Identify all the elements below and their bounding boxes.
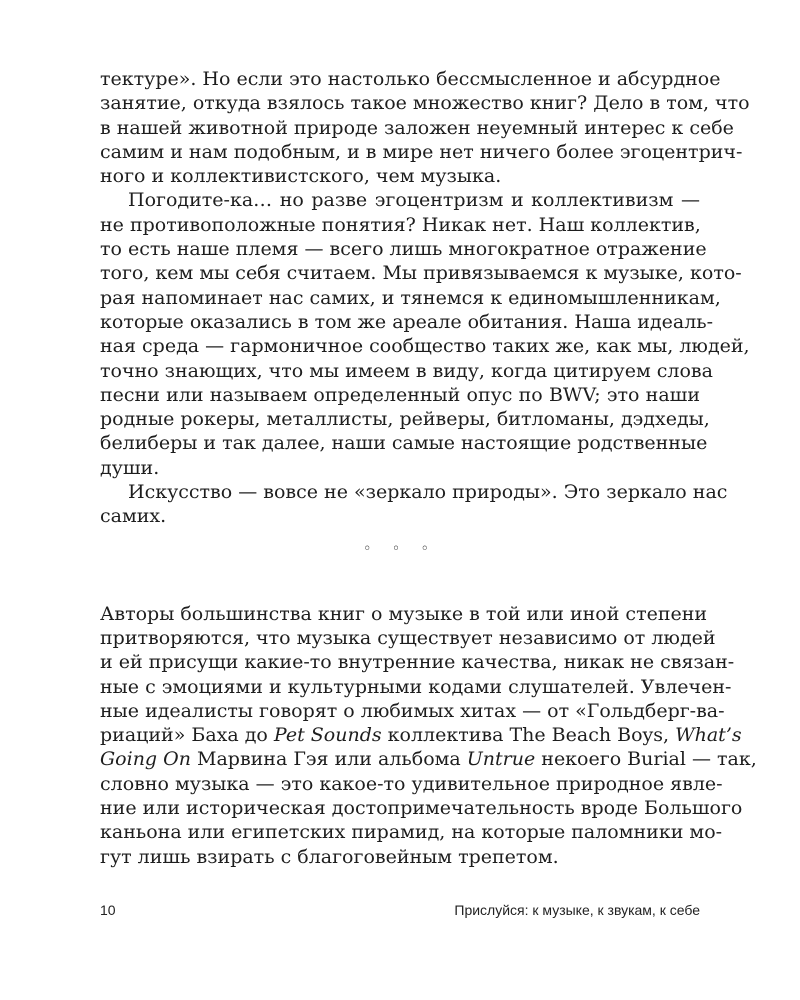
text-segment: то есть наше племя — всего лишь многократное отражение	[100, 238, 707, 261]
text-segment: не противоположные понятия? Никак нет. Наш коллектив,	[100, 213, 701, 236]
text-segment: гут лишь взирать с благоговейным трепетом.	[100, 845, 559, 868]
paragraph-1	[100, 67, 750, 188]
paragraph-2	[100, 188, 750, 480]
text-line	[100, 796, 743, 820]
text-line	[100, 699, 725, 723]
text-line	[100, 675, 732, 699]
text-segment: Марвина Гэя или альбома	[190, 748, 467, 771]
text-line	[100, 116, 734, 140]
page-number: 10	[100, 902, 116, 918]
text-line	[100, 650, 735, 674]
text-segment: и ей присущи какие-то внутренние качества, никак не связан-	[100, 651, 735, 674]
text-segment: самих.	[100, 505, 167, 528]
text-segment: занятие, откуда взялось такое множество книг? Дело в том, что	[100, 92, 750, 115]
italic-title: Pet Sounds	[273, 724, 382, 747]
text-segment: белиберы и так далее, наши самые настоящие родственные	[100, 432, 708, 455]
text-line	[100, 91, 750, 115]
text-line	[100, 845, 700, 869]
text-segment: ные с эмоциями и культурными кодами слушателей. Увлечен-	[100, 675, 732, 698]
paragraph-4	[100, 602, 757, 869]
text-line	[100, 310, 714, 334]
running-title: Прислуйся: к музыке, к звукам, к себе	[454, 902, 700, 918]
text-line	[100, 261, 742, 285]
text-segment: притворяются, что музыка существует независимо от людей	[100, 626, 716, 649]
text-segment: которые оказались в том же ареале обитания. Наша идеаль-	[100, 310, 714, 333]
text-line	[100, 359, 713, 383]
text-line	[100, 431, 708, 455]
text-line	[100, 602, 708, 626]
text-segment: ная среда — гармоничное сообщество таких же, как мы, людей,	[100, 335, 750, 358]
text-segment: Искусство — вовсе не «зеркало природы». Это зеркало нас	[128, 481, 728, 504]
text-line	[100, 213, 700, 237]
text-segment: того, кем мы себя считаем. Мы привязываемся к музыке, кото-	[100, 262, 742, 285]
text-line	[100, 504, 700, 528]
text-segment: родные рокеры, металлисты, рейверы, битломаны, дэдхеды,	[100, 408, 710, 431]
text-line	[100, 626, 716, 650]
italic-title: What’s	[675, 724, 742, 747]
text-line	[100, 407, 710, 431]
text-segment: коллектива The Beach Boys,	[381, 724, 676, 747]
italic-title: Going On	[100, 748, 191, 771]
text-segment: каньона или египетских пирамид, на которые паломники мо-	[100, 821, 723, 844]
text-segment: риаций» Баха до	[100, 724, 274, 747]
section-separator: ◦ ◦ ◦	[363, 541, 437, 557]
body-text	[100, 67, 757, 869]
text-segment: точно знающих, что мы имеем в виду, когда цитируем слова	[100, 359, 713, 382]
text-line	[100, 480, 728, 504]
text-line	[100, 286, 721, 310]
text-line	[100, 188, 700, 212]
text-line	[100, 67, 721, 91]
text-segment: в нашей животной природе заложен неуемный интерес к себе	[100, 116, 734, 139]
italic-title: Untrue	[466, 748, 536, 771]
text-line	[100, 237, 707, 261]
text-line	[100, 164, 700, 188]
text-segment: тектуре». Но если это настолько бессмысленное и абсурдное	[100, 68, 721, 90]
text-segment: Погодите-ка… но разве эгоцентризм и коллективизм —	[128, 189, 700, 212]
text-segment: песни или называем определенный опус по BWV; это наши	[100, 383, 700, 406]
text-line	[100, 772, 723, 796]
text-segment: самим и нам подобным, и в мире нет ничего более эгоцентрич-	[100, 140, 743, 163]
paragraph-3	[100, 480, 728, 529]
text-segment: Авторы большинства книг о музыке в той или иной степени	[100, 602, 708, 625]
text-segment: ние или историческая достопримечательность вроде Большого	[100, 797, 743, 820]
text-segment: души.	[100, 456, 160, 479]
text-line	[100, 334, 750, 358]
text-line	[100, 140, 743, 164]
text-segment: рая напоминает нас самих, и тянемся к единомышленникам,	[100, 286, 721, 309]
text-line	[100, 820, 723, 844]
text-line	[100, 723, 742, 747]
text-segment: словно музыка — это какое-то удивительное природное явле-	[100, 772, 723, 795]
text-line	[100, 383, 700, 407]
text-line	[100, 456, 700, 480]
text-segment: ного и коллективистского, чем музыка.	[100, 165, 502, 188]
text-line	[100, 747, 757, 771]
text-segment: некоего Burial — так,	[535, 748, 757, 771]
text-segment: ные идеалисты говорят о любимых хитах — от «Гольдберг-ва-	[100, 699, 725, 722]
